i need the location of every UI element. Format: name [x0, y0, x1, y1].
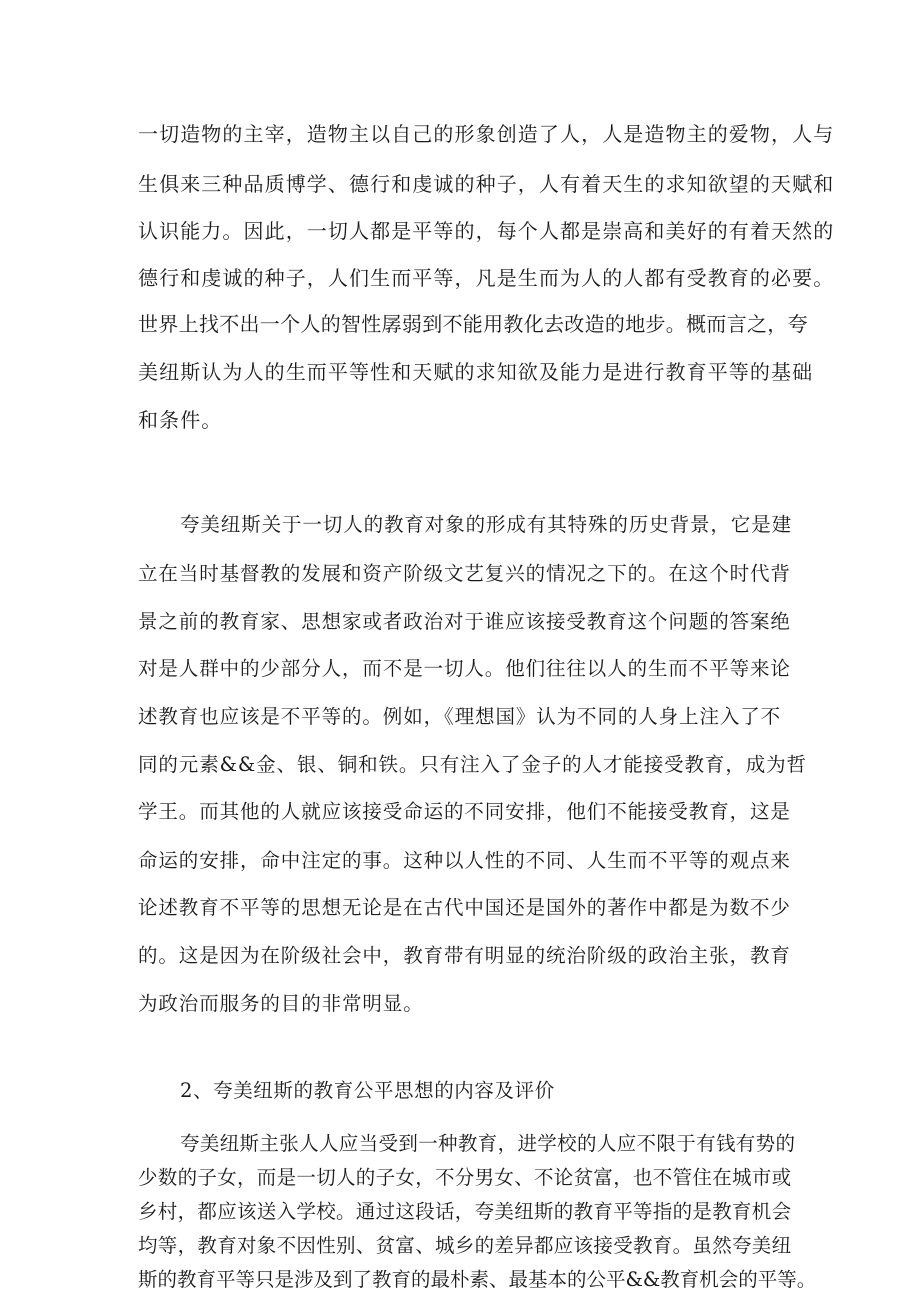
paragraph-3-line: 少数的子女，而是一切人的子女，不分男女、不论贫富，也不管住在城市或: [138, 1166, 792, 1189]
section-heading: 2、夸美纽斯的教育公平思想的内容及评价: [180, 1079, 555, 1102]
paragraph-1-line: 美纽斯认为人的生而平等性和天赋的求知欲及能力是进行教育平等的基础: [138, 360, 814, 384]
paragraph-3-line: 乡村，都应该送入学校。通过这段话，夸美纽斯的教育平等指的是教育机会: [138, 1200, 792, 1223]
paragraph-2-line: 论述教育不平等的思想无论是在古代中国还是国外的著作中都是为数不少: [138, 896, 791, 919]
paragraph-1-line: 德行和虔诚的种子，人们生而平等，凡是生而为人的人都有受教育的必要。: [138, 266, 835, 290]
paragraph-2-line: 述教育也应该是不平等的。例如，《理想国》认为不同的人身上注入了不: [138, 705, 782, 728]
paragraph-1-line: 和条件。: [138, 408, 223, 432]
paragraph-1-line: 世界上找不出一个人的智性孱弱到不能用教化去改造的地步。概而言之，夸: [138, 312, 808, 336]
paragraph-2-line: 夸美纽斯关于一切人的教育对象的形成有其特殊的历史背景，它是建: [180, 513, 793, 536]
paragraph-2-line: 同的元素&&金、银、铜和铁。只有注入了金子的人才能接受教育，成为哲: [138, 753, 807, 776]
paragraph-2-line: 立在当时基督教的发展和资产阶级文艺复兴的情况之下的。在这个时代背: [138, 562, 791, 585]
paragraph-2-line: 对是人群中的少部分人，而不是一切人。他们往往以人的生而不平等来论: [138, 657, 791, 680]
paragraph-3-line: 均等，教育对象不因性别、贫富、城乡的差异都应该接受教育。虽然夸美纽: [138, 1234, 792, 1257]
paragraph-1-line: 认识能力。因此，一切人都是平等的，每个人都是崇高和美好的有着天然的: [138, 219, 835, 243]
paragraph-2-line: 学王。而其他的人就应该接受命运的不同安排，他们不能接受教育，这是: [138, 800, 791, 823]
paragraph-2-line: 的。这是因为在阶级社会中，教育带有明显的统治阶级的政治主张，教育: [138, 944, 791, 967]
paragraph-2-line: 景之前的教育家、思想家或者政治对于谁应该接受教育这个问题的答案绝: [138, 610, 791, 633]
paragraph-2-line: 命运的安排，命中注定的事。这种以人性的不同、人生而不平等的观点来: [138, 849, 791, 872]
paragraph-3-line: 夸美纽斯主张人人应当受到一种教育，进学校的人应不限于有钱有势的: [180, 1132, 796, 1155]
paragraph-1-line: 生俱来三种品质博学、德行和虔诚的种子，人有着天生的求知欲望的天赋和: [138, 172, 835, 196]
paragraph-3-line: 斯的教育平等只是涉及到了教育的最朴素、最基本的公平&&教育机会的平等。: [138, 1268, 817, 1291]
paragraph-2-line: 为政治而服务的目的非常明显。: [138, 992, 424, 1015]
paragraph-1-line: 一切造物的主宰，造物主以自己的形象创造了人，人是造物主的爱物，人与: [138, 122, 835, 146]
